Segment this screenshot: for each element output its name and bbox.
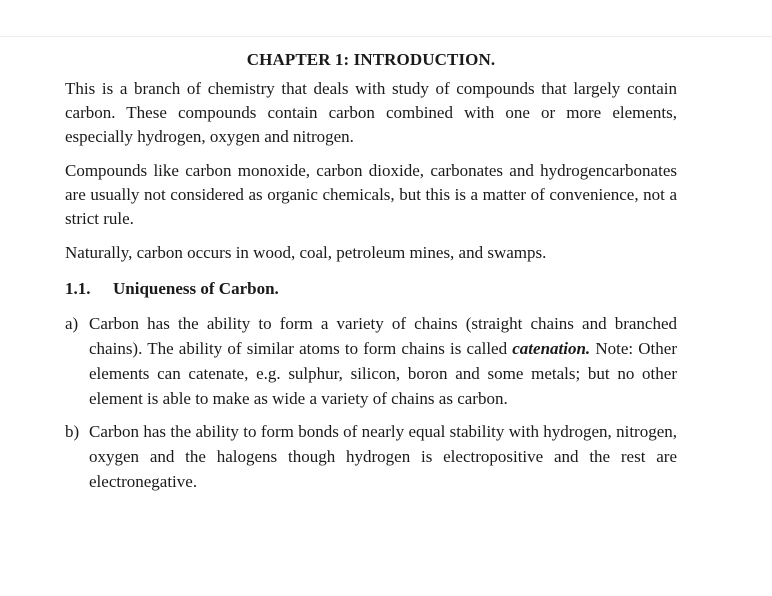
intro-paragraph-2: Compounds like carbon monoxide, carbon dioxide, carbonates and hydrogencarbonates are usually not considered as organic chemicals, but this is a matter of convenience, not a strict rule. <box>65 161 677 228</box>
intro-paragraph-3: Naturally, carbon occurs in wood, coal, petroleum mines, and swamps. <box>65 243 547 262</box>
section-title: Uniqueness of Carbon. <box>113 279 279 298</box>
catenation-term: catenation. <box>512 339 591 358</box>
list-text: Carbon has the ability to form a variety of chains (straight chains and branched chains). The ability of similar atoms to form chains is called <box>89 314 677 358</box>
document-page <box>65 49 677 502</box>
list-text: Carbon has the ability to form bonds of nearly equal stability with hydrogen, nitrogen, oxygen and the halogens though hydrogen is electropositive and the rest are electronegative. <box>89 422 677 491</box>
page-top-divider <box>0 36 772 37</box>
list-text-continued: Note: Other elements can catenate, e.g. sulphur, silicon, boron and some metals; but no other element is able to make as wide a variety of chains as carbon. <box>89 339 677 408</box>
list-marker: b) <box>65 422 80 441</box>
list-item-b <box>65 419 677 494</box>
list-item-a <box>65 311 677 411</box>
intro-paragraph-1: This is a branch of chemistry that deals with study of compounds that largely contain carbon. These compounds contain carbon combined with one or more elements, especially hydrogen, oxygen and nitrogen. <box>65 79 677 146</box>
section-heading <box>65 277 677 301</box>
list-marker: a) <box>65 314 79 333</box>
chapter-title: CHAPTER 1: INTRODUCTION. <box>246 50 496 69</box>
section-number: 1.1. <box>65 279 91 298</box>
